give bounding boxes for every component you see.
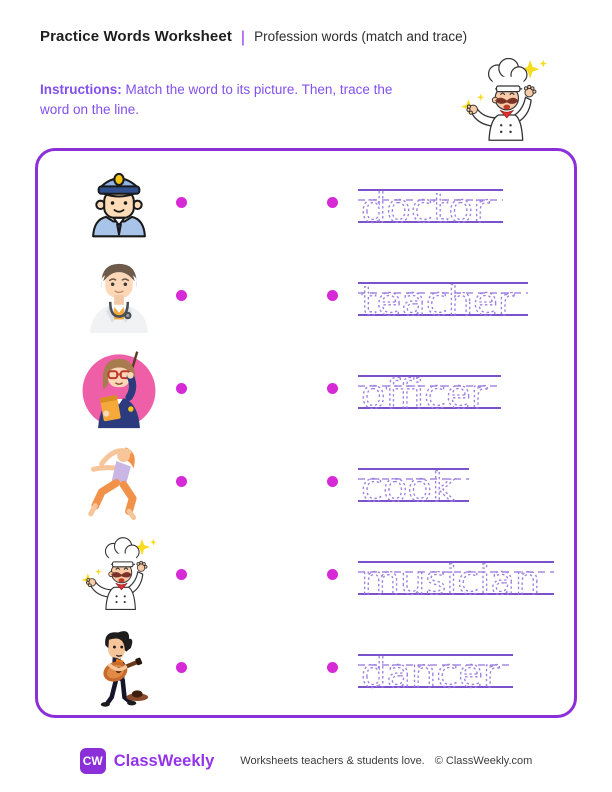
police-officer-image: [76, 166, 162, 240]
match-dot-left[interactable]: [176, 662, 187, 673]
match-row: [38, 621, 574, 714]
dancer-image: [76, 441, 162, 523]
trace-word-doctor[interactable]: [358, 180, 503, 232]
trace-guides-and-word: [358, 366, 501, 418]
match-dot-left[interactable]: [176, 383, 187, 394]
instructions-label: Instructions:: [40, 82, 122, 97]
teacher-image: [76, 348, 162, 430]
match-dot-right[interactable]: [327, 476, 338, 487]
header: [40, 28, 582, 46]
chef-icon: [456, 58, 552, 144]
trace-word-cook[interactable]: [358, 459, 469, 511]
dancer-icon: [78, 441, 160, 523]
doctor-icon: [80, 257, 158, 335]
match-dot-right[interactable]: [327, 569, 338, 580]
teacher-icon: [78, 348, 160, 430]
doctor-image: [76, 257, 162, 335]
svg-text:dancer: dancer: [361, 650, 500, 697]
match-dot-left[interactable]: [176, 197, 187, 208]
footer: [0, 748, 612, 774]
chef-decoration: [456, 58, 552, 149]
cook-icon: [78, 537, 160, 613]
trace-guides-and-word: [358, 645, 513, 697]
svg-text:cook: cook: [361, 464, 456, 511]
match-dot-right[interactable]: [327, 662, 338, 673]
cook-image: [76, 537, 162, 613]
police-officer-icon: [82, 166, 156, 240]
footer-copyright: © ClassWeekly.com: [434, 755, 533, 767]
footer-tagline: Worksheets teachers & students love.: [240, 755, 425, 767]
match-row: [38, 435, 574, 528]
match-row: [38, 342, 574, 435]
svg-text:musician: musician: [361, 557, 541, 604]
trace-guides-and-word: [358, 459, 469, 511]
match-dot-right[interactable]: [327, 197, 338, 208]
match-dot-left[interactable]: [176, 290, 187, 301]
svg-text:doctor: doctor: [361, 185, 490, 232]
match-row: [38, 156, 574, 249]
match-dot-right[interactable]: [327, 383, 338, 394]
page-title: Practice Words Worksheet: [40, 28, 232, 45]
svg-text:teacher: teacher: [361, 278, 515, 325]
svg-text:officer: officer: [361, 371, 488, 418]
classweekly-logo-icon: CW: [80, 748, 106, 774]
brand-name: ClassWeekly: [113, 751, 215, 770]
trace-word-musician[interactable]: [358, 552, 554, 604]
trace-guides-and-word: [358, 552, 554, 604]
trace-word-dancer[interactable]: [358, 645, 513, 697]
match-row: [38, 249, 574, 342]
trace-guides-and-word: [358, 273, 528, 325]
title-separator: |: [240, 29, 246, 46]
match-row: [38, 528, 574, 621]
musician-image: [76, 627, 162, 709]
instructions-text: Match the word to its picture. Then, trace the word on the line.: [40, 82, 393, 118]
trace-word-officer[interactable]: [358, 366, 501, 418]
musician-icon: [78, 627, 160, 709]
page-subtitle: Profession words (match and trace): [254, 29, 468, 44]
trace-word-teacher[interactable]: [358, 273, 528, 325]
match-dot-right[interactable]: [327, 290, 338, 301]
trace-guides-and-word: [358, 180, 503, 232]
match-dot-left[interactable]: [176, 569, 187, 580]
match-dot-left[interactable]: [176, 476, 187, 487]
instructions: [40, 80, 420, 121]
match-and-trace-box: [35, 148, 577, 718]
